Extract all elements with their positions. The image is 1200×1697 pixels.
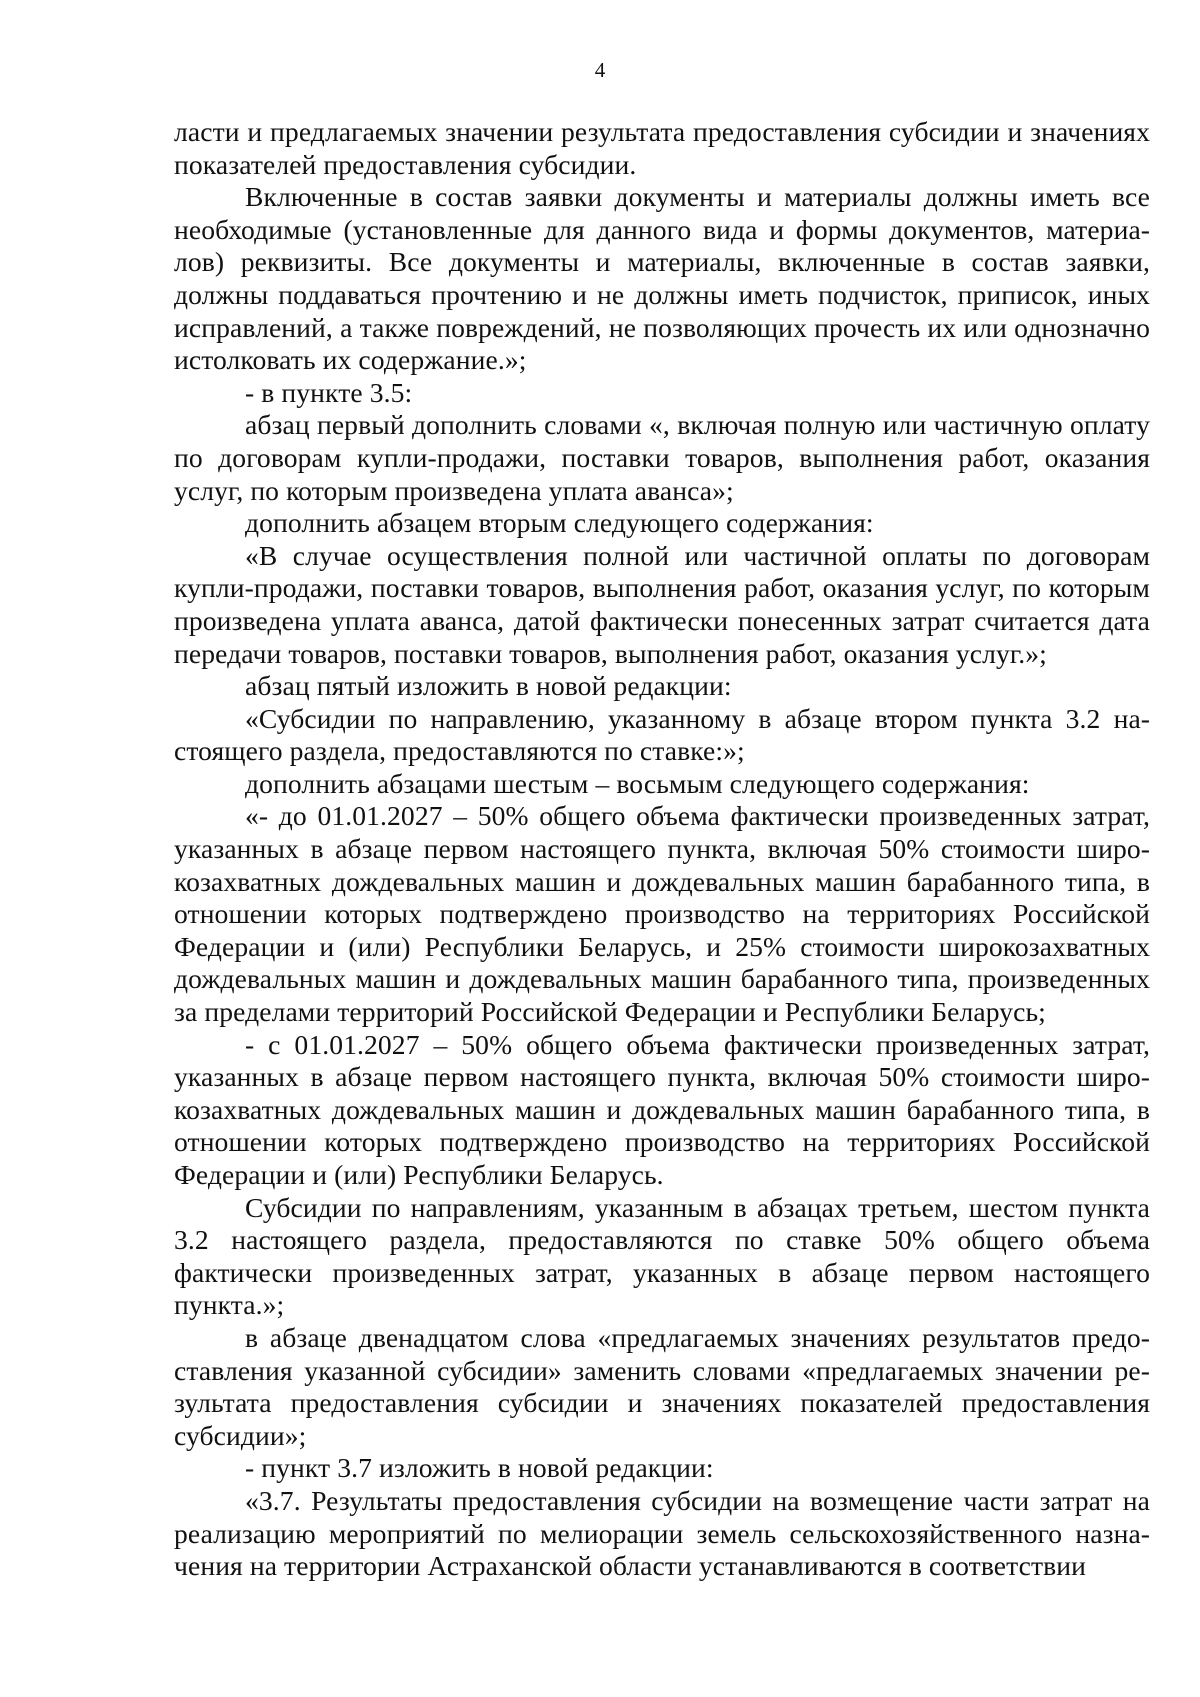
paragraph: - пункт 3.7 изложить в новой редакции: [245,1452,714,1484]
paragraph: «3.7. Результаты предоставления субсидии на возмещение части затрат на реализацию мероприятий по мелиорации земель сельскохозяйственного назначения на территории Астраханской области устанавливаются в соответствии [174,1484,1150,1582]
paragraph: Включенные в состав заявки документы и материалы должны иметь все необходимые (установленные для данного вида и формы документов, материалов) реквизиты. Все документы и материалы, включенные в состав заявки, должны поддаваться прочтению и не должны иметь подчисток, приписок, иных исправлений, а также повреждений, не позволяющих прочесть их или однозначно истолковать их содержание.»; [174,181,1150,376]
document-body [174,116,1150,1583]
page-number: 4 [594,58,606,82]
paragraph: абзац пятый изложить в новой редакции: [245,670,732,702]
paragraph: «Субсидии по направлению, указанному в абзаце втором пункта 3.2 настоящего раздела, предоставляются по ставке:»; [174,702,1150,767]
paragraph: абзац первый дополнить словами «, включая полную или частичную оплату по договорам купли-продажи, поставки товаров, выполнения работ, оказания услуг, по которым произведена уплата аванса»; [174,409,1150,506]
paragraph: в абзаце двенадцатом слова «предлагаемых значениях результатов предоставления указанной субсидии» заменить словами «предлагаемых значении результата предоставления субсидии и значениях показателей предоставления субсидии»; [174,1321,1150,1451]
paragraph: дополнить абзацами шестым – восьмым следующего содержания: [245,767,1030,799]
paragraph: «В случае осуществления полной или частичной оплаты по договорам купли-продажи, поставки товаров, выполнения работ, оказания услуг, по которым произведена уплата аванса, датой фактически понесенных затрат считается дата передачи товаров, поставки товаров, выполнения работ, оказания услуг.»; [174,539,1150,669]
paragraph: - с 01.01.2027 – 50% общего объема фактически произведенных затрат, указанных в абзаце первом настоящего пункта, включая 50% стоимости широкозахватных дождевальных машин и дождевальных машин барабанного типа, в отношении которых подтверждено производство на территориях Российской Федерации и (или) Республики Беларусь. [174,1028,1150,1190]
paragraph: - в пункте 3.5: [245,376,413,408]
paragraph: дополнить абзацем вторым следующего содержания: [245,507,874,539]
paragraph: «- до 01.01.2027 – 50% общего объема фактически произведенных затрат, указанных в абзаце первом настоящего пункта, включая 50% стоимости широкозахватных дождевальных машин и дождевальных машин барабанного типа, в отношении которых подтверждено производство на территориях Российской Федерации и (или) Республики Беларусь, и 25% стоимости широкозахватных дождевальных машин и дождевальных машин барабанного типа, произведенных за пределами территорий Российской Федерации и Республики Беларусь; [174,800,1150,1028]
paragraph: ласти и предлагаемых значении результата предоставления субсидии и значениях показателей предоставления субсидии. [174,116,1150,180]
paragraph: Субсидии по направлениям, указанным в абзацах третьем, шестом пункта 3.2 настоящего раздела, предоставляются по ставке 50% общего объема фактически произведенных затрат, указанных в абзаце первом настоящего пункта.»; [174,1191,1150,1321]
